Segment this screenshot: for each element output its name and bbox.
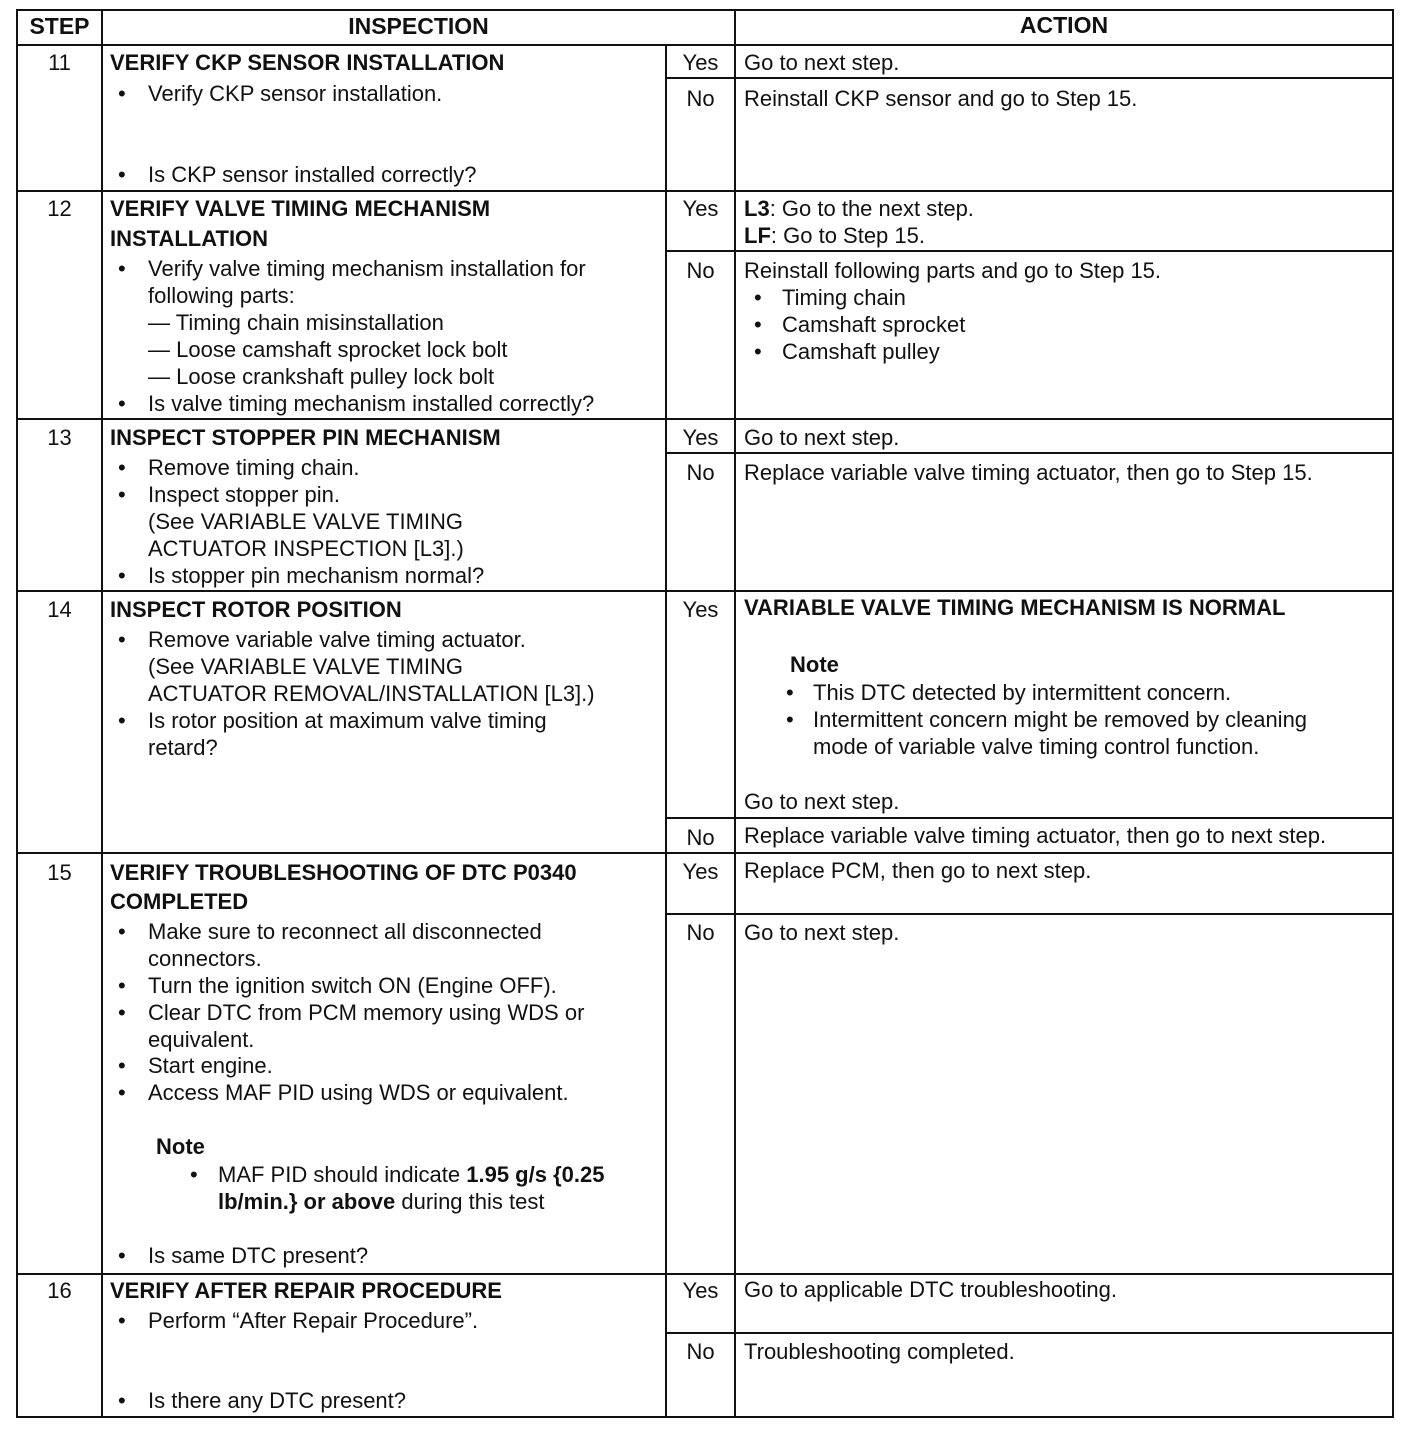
no-label: No [686,86,715,111]
no-label: No [686,258,715,283]
step-number: 12 [47,196,72,221]
bullet: • [754,285,762,310]
bullet: • [190,1162,198,1187]
bullet: • [118,482,126,507]
bullet: • [118,391,126,416]
inspection-item: Remove variable valve timing actuator. [148,627,526,652]
header-action: ACTION [1019,12,1109,38]
bullet: • [118,627,126,652]
yes-label: Yes [682,597,719,622]
no-label: No [686,460,715,485]
inspection-item: Is CKP sensor installed correctly? [148,162,477,187]
no-action: Troubleshooting completed. [744,1339,1015,1364]
row-divider [16,852,1394,854]
header-divider [16,44,1394,46]
bullet: • [118,1243,126,1268]
inspection-item: following parts: [148,283,295,308]
no-label: No [686,1339,715,1364]
step-number: 13 [47,425,72,450]
inspection-subitem: — Loose camshaft sprocket lock bolt [148,337,508,362]
yes-action: Go to applicable DTC troubleshooting. [744,1277,1117,1302]
row-divider [16,590,1394,592]
no-action-item: Timing chain [782,285,906,310]
row-divider [16,1273,1394,1275]
yesno-divider [665,817,1394,819]
note-heading: Note [790,652,839,677]
inspection-item: connectors. [148,946,262,971]
lf-label: LF [744,223,771,248]
note-item [218,1188,544,1215]
inspection-item: Verify CKP sensor installation. [148,81,443,106]
bullet: • [754,312,762,337]
inspection-item: Inspect stopper pin. [148,482,341,507]
yesno-divider [665,250,1394,252]
bullet: • [754,339,762,364]
inspection-item: Perform “After Repair Procedure”. [148,1308,479,1333]
no-action: Replace variable valve timing actuator, then go to next step. [744,823,1327,848]
yes-label: Yes [682,425,719,450]
step-title: VERIFY AFTER REPAIR PROCEDURE [110,1278,502,1303]
row-divider [16,418,1394,420]
step-title: INSPECT ROTOR POSITION [110,597,402,622]
no-action: Reinstall CKP sensor and go to Step 15. [744,86,1138,111]
no-action: Reinstall following parts and go to Step 15. [744,258,1162,283]
yes-label: Yes [682,50,719,75]
bullet: • [118,1053,126,1078]
bullet: • [118,256,126,281]
bullet: • [118,1000,126,1025]
inspection-item: Is rotor position at maximum valve timing [148,708,547,733]
note-item [218,1161,604,1188]
yes-action: Go to next step. [744,425,900,450]
inspection-item: equivalent. [148,1027,255,1052]
l3-text: : Go to the next step. [769,196,974,221]
note-value: lb/min.} or above [218,1189,396,1214]
bullet: • [786,680,794,705]
inspection-item: Access MAF PID using WDS or equivalent. [148,1080,569,1105]
inspection-item: Verify valve timing mechanism installation for [148,256,586,281]
step-title: COMPLETED [110,889,249,914]
note-item: Intermittent concern might be removed by cleaning [813,707,1308,732]
inspection-item: (See VARIABLE VALVE TIMING [148,654,464,679]
table-border-bottom [16,1416,1394,1418]
note-value: 1.95 g/s {0.25 [466,1162,605,1187]
bullet: • [118,455,126,480]
yes-label: Yes [682,196,719,221]
inspection-item: Is valve timing mechanism installed correctly? [148,391,595,416]
inspection-item: Clear DTC from PCM memory using WDS or [148,1000,585,1025]
step-title: INSPECT STOPPER PIN MECHANISM [110,425,501,450]
bullet: • [118,162,126,187]
inspection-subitem: — Loose crankshaft pulley lock bolt [148,364,495,389]
step-title: VERIFY VALVE TIMING MECHANISM [110,196,491,221]
step-title: VERIFY CKP SENSOR INSTALLATION [110,50,505,75]
step-number: 14 [47,597,72,622]
inspection-item: ACTUATOR INSPECTION [L3].) [148,536,464,561]
bullet: • [118,708,126,733]
inspection-item: (See VARIABLE VALVE TIMING [148,509,464,534]
note-heading: Note [156,1134,205,1159]
inspection-item: Make sure to reconnect all disconnected [148,919,542,944]
step-number: 16 [47,1278,72,1303]
yes-label: Yes [682,1278,719,1303]
header-inspection: INSPECTION [348,13,489,39]
note-text: during this test [395,1189,545,1214]
bullet: • [118,81,126,106]
row-divider [16,190,1394,192]
table-border-top [16,9,1394,11]
l3-label: L3 [744,196,770,221]
yesno-divider [665,1332,1394,1334]
step-title: VERIFY TROUBLESHOOTING OF DTC P0340 [110,860,577,885]
yesno-divider [665,913,1394,915]
note-item: mode of variable valve timing control function. [813,734,1260,759]
inspection-subitem: — Timing chain misinstallation [148,310,444,335]
no-action-item: Camshaft sprocket [782,312,966,337]
inspection-item: Is there any DTC present? [148,1388,407,1413]
bullet: • [118,563,126,588]
yesno-divider [665,452,1394,454]
no-label: No [686,920,715,945]
yes-action: Replace PCM, then go to next step. [744,858,1092,883]
bullet: • [118,1308,126,1333]
step-number: 11 [48,50,71,75]
col-divider-step [101,9,103,1418]
table-border-right [1392,9,1394,1418]
no-action: Go to next step. [744,920,900,945]
no-action: Replace variable valve timing actuator, then go to Step 15. [744,460,1313,485]
step-number: 15 [47,860,72,885]
inspection-item: Start engine. [148,1053,273,1078]
yesno-divider [665,77,1394,79]
bullet: • [118,973,126,998]
header-step: STEP [29,13,90,39]
no-action-item: Camshaft pulley [782,339,940,364]
bullet: • [118,919,126,944]
note-text: MAF PID should indicate [218,1162,467,1187]
inspection-item: ACTUATOR REMOVAL/INSTALLATION [L3].) [148,681,595,706]
col-divider-action [734,9,736,1418]
yes-action-lf [744,222,925,249]
yes-action-next: Go to next step. [744,789,900,814]
no-label: No [686,825,715,850]
bullet: • [118,1080,126,1105]
yes-label: Yes [682,859,719,884]
inspection-item: Turn the ignition switch ON (Engine OFF). [148,973,557,998]
bullet: • [118,1388,126,1413]
bullet: • [786,707,794,732]
inspection-item: Is stopper pin mechanism normal? [148,563,485,588]
yes-action-title: VARIABLE VALVE TIMING MECHANISM IS NORMAL [744,595,1286,620]
yes-action: Go to next step. [744,50,900,75]
lf-text: : Go to Step 15. [770,223,925,248]
inspection-item: Is same DTC present? [148,1243,369,1268]
step-title: INSTALLATION [110,226,269,251]
yes-action-l3 [744,195,974,222]
note-item: This DTC detected by intermittent concern. [813,680,1232,705]
inspection-item: retard? [148,735,218,760]
inspection-item: Remove timing chain. [148,455,360,480]
